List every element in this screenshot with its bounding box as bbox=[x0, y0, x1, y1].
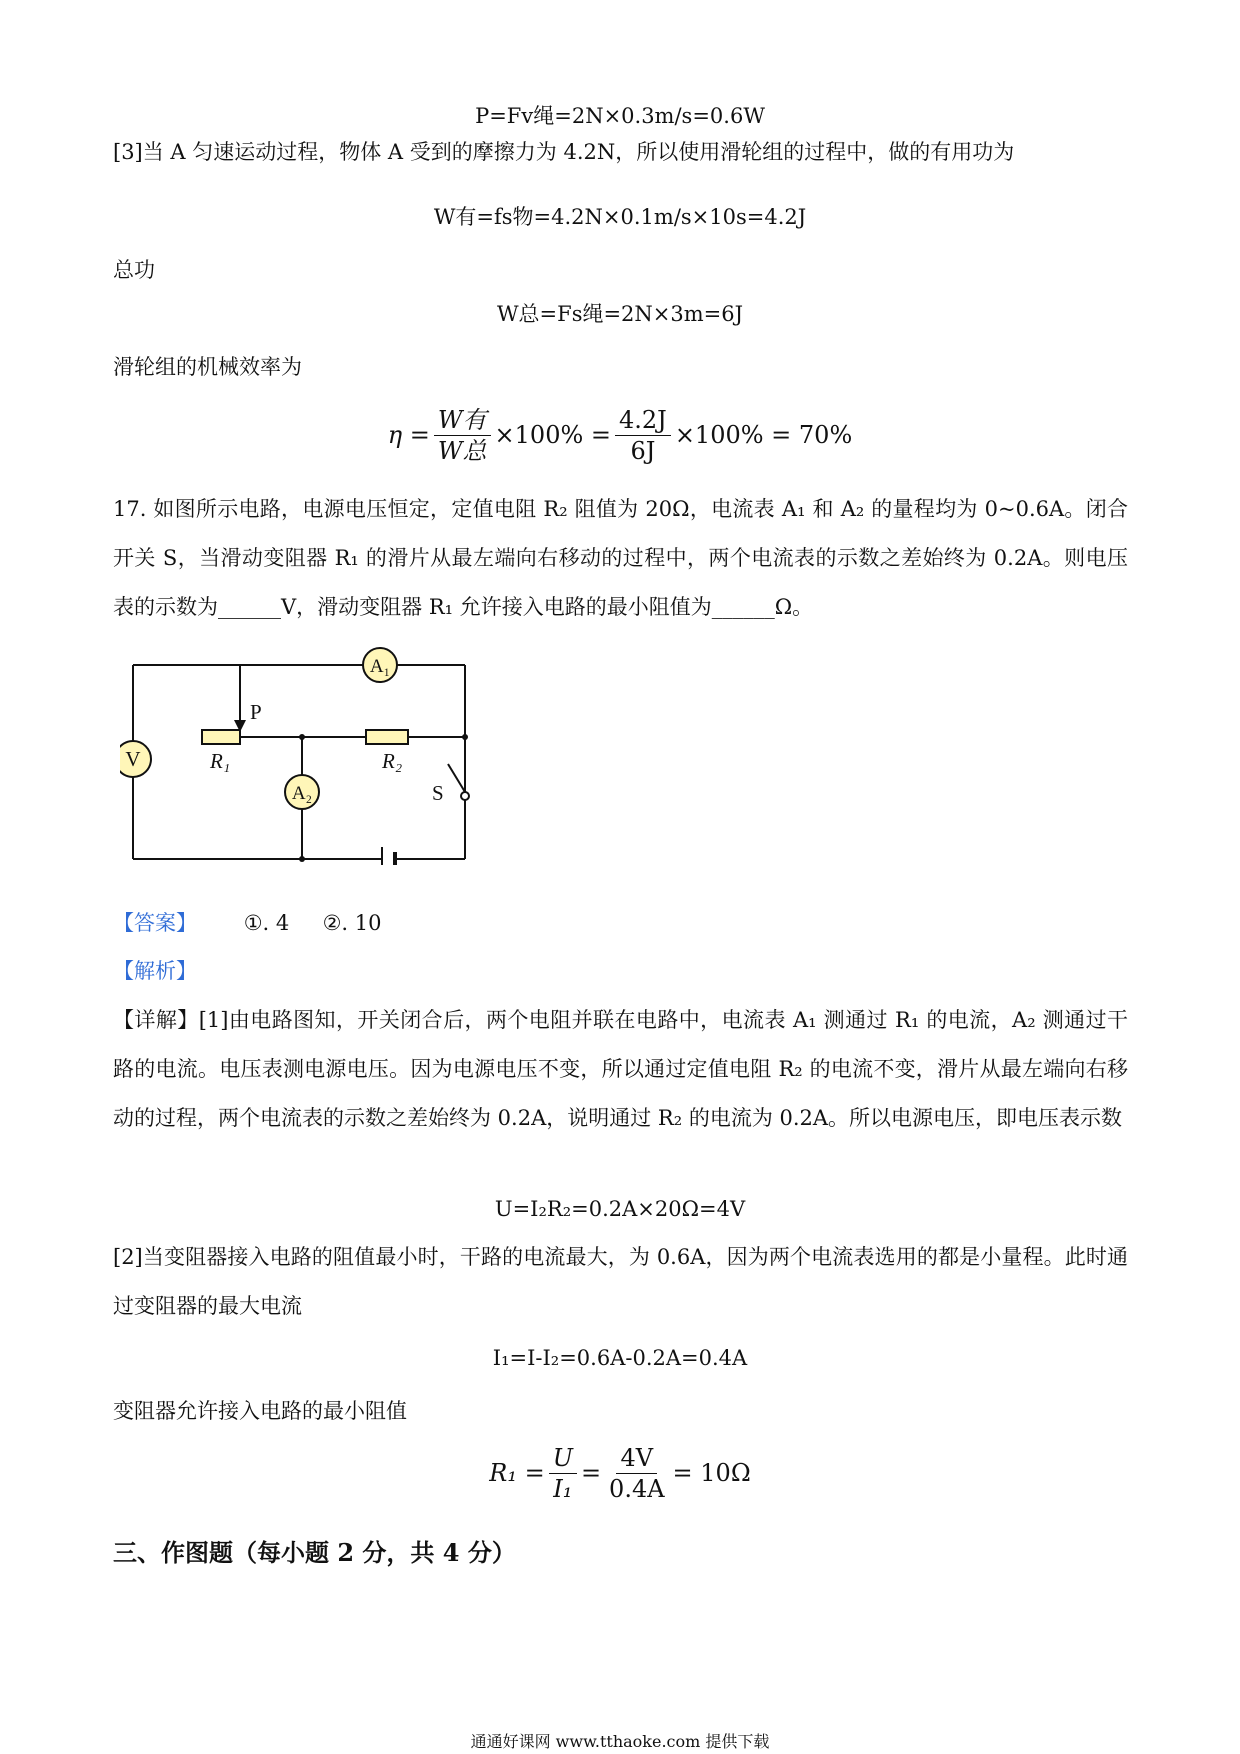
slider-label: P bbox=[250, 700, 262, 724]
resistance-fraction-1 bbox=[549, 1443, 577, 1504]
efficiency-num1: W有 bbox=[434, 405, 491, 436]
resistance-rhs: = 10Ω bbox=[672, 1459, 751, 1487]
resistance-den1: I₁ bbox=[553, 1474, 573, 1503]
ammeter2-label: A₂ bbox=[291, 783, 313, 804]
efficiency-formula bbox=[0, 402, 1240, 468]
efficiency-lhs: η = bbox=[387, 421, 430, 449]
detail-text: 【详解】[1]由电路图知，开关闭合后，两个电阻并联在电路中，电流表 A₁ 测通过 R₁ 的电流，A₂ 测通过干路的电流。电压表测电源电压。因为电源电压不变，所以通过定值电阻 R₂ 的电流不变，滑片从最左端向右移动的过程，两个电流表的示数之差始终为 0.2A，说明通过 R₂ 的电流为 0.2A。所以电源电压，即电压表示数 bbox=[113, 1008, 1128, 1130]
power-formula: P=Fv绳=2N×0.3m/s=0.6W bbox=[475, 104, 765, 128]
answer-line bbox=[113, 899, 1128, 948]
step2-text: [2]当变阻器接入电路的阻值最小时，干路的电流最大，为 0.6A，因为两个电流表选用的都是小量程。此时通过变阻器的最大电流 bbox=[113, 1245, 1128, 1318]
switch-label: S bbox=[432, 781, 444, 805]
circuit-diagram bbox=[120, 640, 480, 865]
step3-text: [3]当 A 匀速运动过程，物体 A 受到的摩擦力为 4.2N，所以使用滑轮组的过程中，做的有用功为 bbox=[113, 140, 1015, 164]
efficiency-rhs: ×100% = 70% bbox=[674, 421, 853, 449]
junction-dot bbox=[299, 856, 305, 862]
switch-contact bbox=[461, 792, 469, 800]
resistance-den2: 0.4A bbox=[609, 1474, 665, 1503]
r2-label: R₂ bbox=[382, 749, 403, 773]
resistance-eq: = bbox=[580, 1459, 602, 1487]
resistance-num2: 4V bbox=[616, 1443, 657, 1474]
resistance-formula bbox=[0, 1440, 1240, 1506]
efficiency-num2: 4.2J bbox=[615, 405, 671, 436]
analysis-label: 【解析】 bbox=[113, 959, 197, 983]
efficiency-den1: W总 bbox=[437, 436, 487, 465]
junction-dot bbox=[462, 734, 468, 740]
question-17-text: 17. 如图所示电路，电源电压恒定，定值电阻 R₂ 阻值为 20Ω，电流表 A₁ 和 A₂ 的量程均为 0~0.6A。闭合开关 S，当滑动变阻器 R₁ 的滑片从最左端向右移动的过程中，两个电流表的示数之差始终为 0.2A。则电压表的示数为______V，滑动变阻器 R₁ 允许接入电路的最小阻值为______Ω。 bbox=[113, 497, 1128, 619]
junction-dot bbox=[299, 734, 305, 740]
efficiency-den2: 6J bbox=[630, 436, 656, 465]
voltmeter-label: V bbox=[125, 747, 141, 771]
resistance-num1: U bbox=[549, 1443, 577, 1474]
voltage-formula: U=I₂R₂=0.2A×20Ω=4V bbox=[494, 1197, 746, 1221]
resistance-fraction-2 bbox=[605, 1443, 669, 1504]
r1-label: R₁ bbox=[210, 749, 231, 773]
page-footer: 通通好课网 www.tthaoke.com 提供下载 bbox=[470, 1732, 770, 1751]
section-3-heading: 三、作图题（每小题 2 分，共 4 分） bbox=[113, 1538, 516, 1567]
min-resistance-label: 变阻器允许接入电路的最小阻值 bbox=[113, 1399, 407, 1423]
resistor-r1 bbox=[202, 730, 240, 744]
current-formula: I₁=I-I₂=0.6A-0.2A=0.4A bbox=[492, 1346, 748, 1370]
efficiency-fraction-1 bbox=[434, 405, 491, 466]
answer-label: 【答案】 bbox=[113, 911, 197, 935]
total-work-formula: W总=Fs绳=2N×3m=6J bbox=[496, 302, 744, 326]
answer-items: ①. 4 ②. 10 bbox=[243, 911, 382, 935]
efficiency-mid: ×100% = bbox=[494, 421, 612, 449]
ammeter1-label: A₁ bbox=[369, 656, 391, 677]
total-work-label: 总功 bbox=[113, 258, 155, 282]
useful-work-formula: W有=fs物=4.2N×0.1m/s×10s=4.2J bbox=[433, 205, 807, 229]
efficiency-fraction-2 bbox=[615, 405, 671, 466]
resistor-r2 bbox=[366, 730, 408, 744]
efficiency-label: 滑轮组的机械效率为 bbox=[113, 355, 302, 379]
resistance-lhs: R₁ = bbox=[489, 1459, 545, 1487]
